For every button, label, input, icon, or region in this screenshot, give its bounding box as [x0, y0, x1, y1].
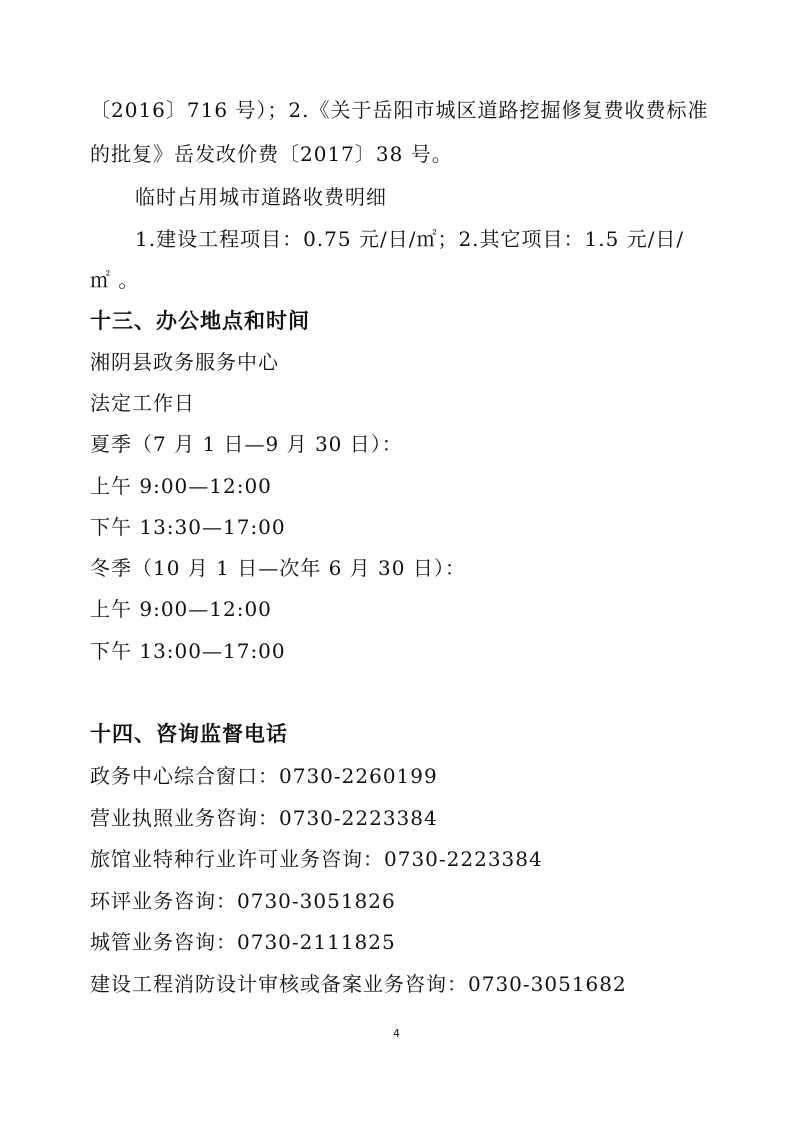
contact-line: 营业执照业务咨询：0730-2223384 — [90, 806, 438, 830]
fee-detail-line-1: 1.建设工程项目：0.75 元/日/㎡；2.其它项目：1.5 元/日/ — [135, 227, 685, 251]
section-13-heading: 十三、办公地点和时间 — [90, 309, 310, 333]
section-14-heading: 十四、咨询监督电话 — [90, 722, 288, 746]
office-workdays: 法定工作日 — [90, 391, 195, 415]
contact-line: 城管业务咨询：0730-2111825 — [90, 930, 396, 954]
intro-line-1: 〔2016〕716 号）；2.《关于岳阳市城区道路挖掘修复费收费标准 — [90, 98, 709, 122]
intro-line-2: 的批复》岳发改价费〔2017〕38 号。 — [90, 142, 453, 166]
page-number: 4 — [393, 1027, 400, 1040]
fee-section-title: 临时占用城市道路收费明细 — [135, 185, 387, 209]
contact-line: 建设工程消防设计审核或备案业务咨询：0730-3051682 — [90, 972, 627, 996]
winter-afternoon-hours: 下午 13:00—17:00 — [90, 639, 286, 663]
summer-afternoon-hours: 下午 13:30—17:00 — [90, 515, 286, 539]
winter-schedule-title: 冬季（10 月 1 日—次年 6 月 30 日）： — [90, 556, 466, 580]
contact-line: 旅馆业特种行业许可业务咨询：0730-2223384 — [90, 847, 543, 871]
summer-morning-hours: 上午 9:00—12:00 — [90, 474, 272, 498]
contact-line: 环评业务咨询：0730-3051826 — [90, 889, 396, 913]
fee-detail-line-2: ㎡ 。 — [90, 268, 140, 292]
contact-line: 政务中心综合窗口：0730-2260199 — [90, 764, 438, 788]
winter-morning-hours: 上午 9:00—12:00 — [90, 597, 272, 621]
summer-schedule-title: 夏季（7 月 1 日—9 月 30 日）： — [90, 432, 403, 456]
office-location: 湘阴县政务服务中心 — [90, 350, 279, 374]
